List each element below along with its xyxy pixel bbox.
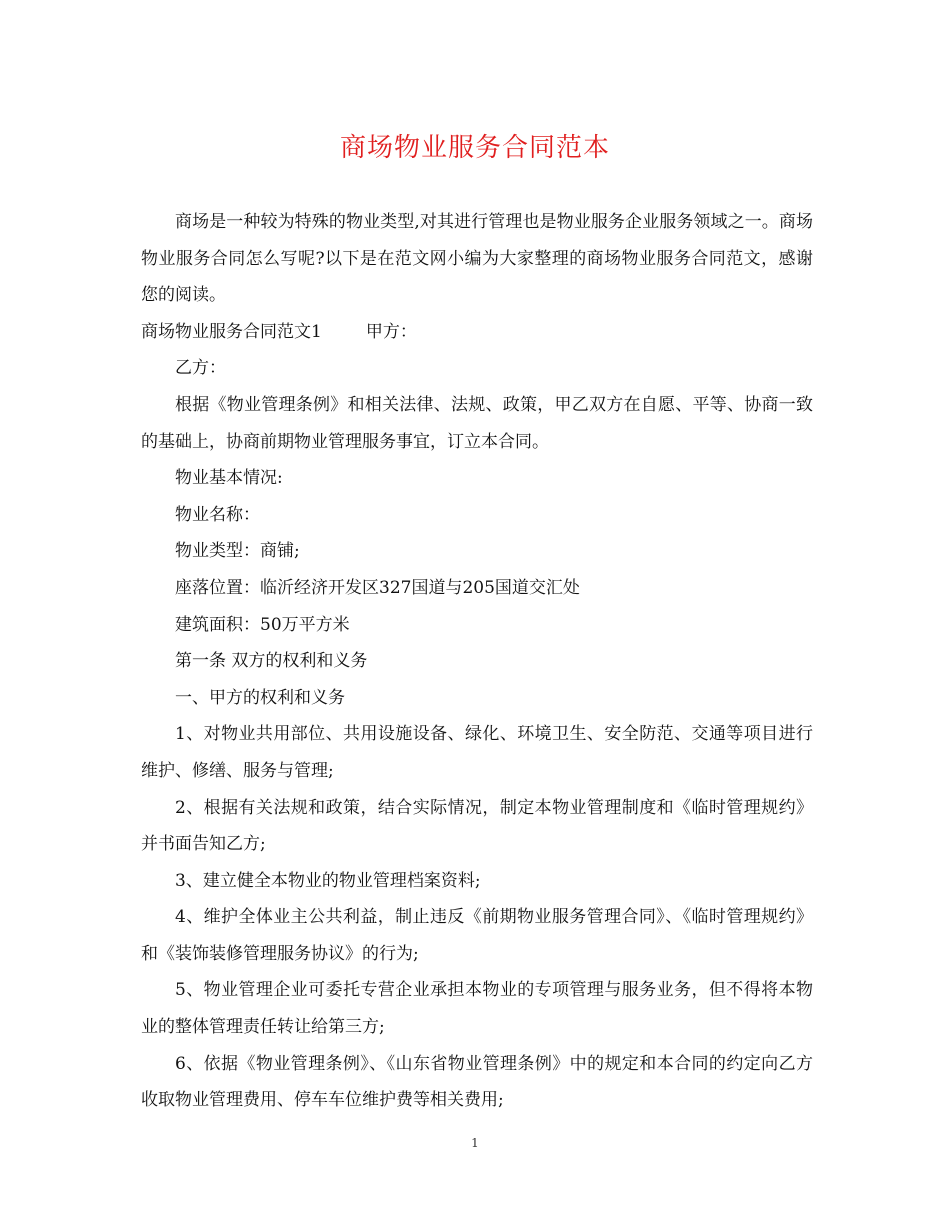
party-b-line: 乙方： [175,358,226,379]
property-type-line: 物业类型：商铺; [175,541,300,562]
property-name-line: 物业名称： [175,504,260,525]
page-number: 1 [471,1136,479,1150]
area-line: 建筑面积：50万平方米 [175,614,350,635]
party-a-line: 甲方： [365,321,417,342]
article-heading: 第一条 双方的权利和义务 [175,651,368,672]
location-line: 座落位置：临沂经济开发区327国道与205国道交汇处 [175,577,580,598]
basic-info-heading: 物业基本情况: [175,468,283,489]
sample-heading-line [141,314,813,351]
clause-item: 6、依据《物业管理条例》、《山东省物业管理条例》中的规定和本合同的约定向乙方收取物业管理费用、停车车位维护费等相关费用; [141,1053,813,1111]
clause-item: 2、根据有关法规和政策，结合实际情况，制定本物业管理制度和《临时管理规约》并书面告知乙方; [141,797,813,855]
preamble-paragraph: 根据《物业管理条例》和相关法律、法规、政策，甲乙双方在自愿、平等、协商一致的基础上，协商前期物业管理服务事宜，订立本合同。 [141,394,813,452]
document-body [141,204,813,1119]
sample-heading: 商场物业服务合同范文1 [141,321,322,342]
clause-item: 3、建立健全本物业的物业管理档案资料; [175,870,481,891]
clause-item: 4、维护全体业主公共利益，制止违反《前期物业服务管理合同》、《临时管理规约》和《装饰装修管理服务协议》的行为; [141,907,813,964]
intro-paragraph: 商场是一种较为特殊的物业类型,对其进行管理也是物业服务企业服务领域之一。商场物业服务合同怎么写呢?以下是在范文网小编为大家整理的商场物业服务合同范文，感谢您的阅读。 [141,212,813,306]
section-heading: 一、甲方的权利和义务 [175,687,345,708]
clause-item: 1、对物业共用部位、共用设施设备、绿化、环境卫生、安全防范、交通等项目进行维护、修缮、服务与管理; [141,724,813,781]
document-title: 商场物业服务合同范本 [339,133,610,163]
clause-item: 5、物业管理企业可委托专营企业承担本物业的专项管理与服务业务，但不得将本物业的整体管理责任转让给第三方; [141,980,813,1038]
